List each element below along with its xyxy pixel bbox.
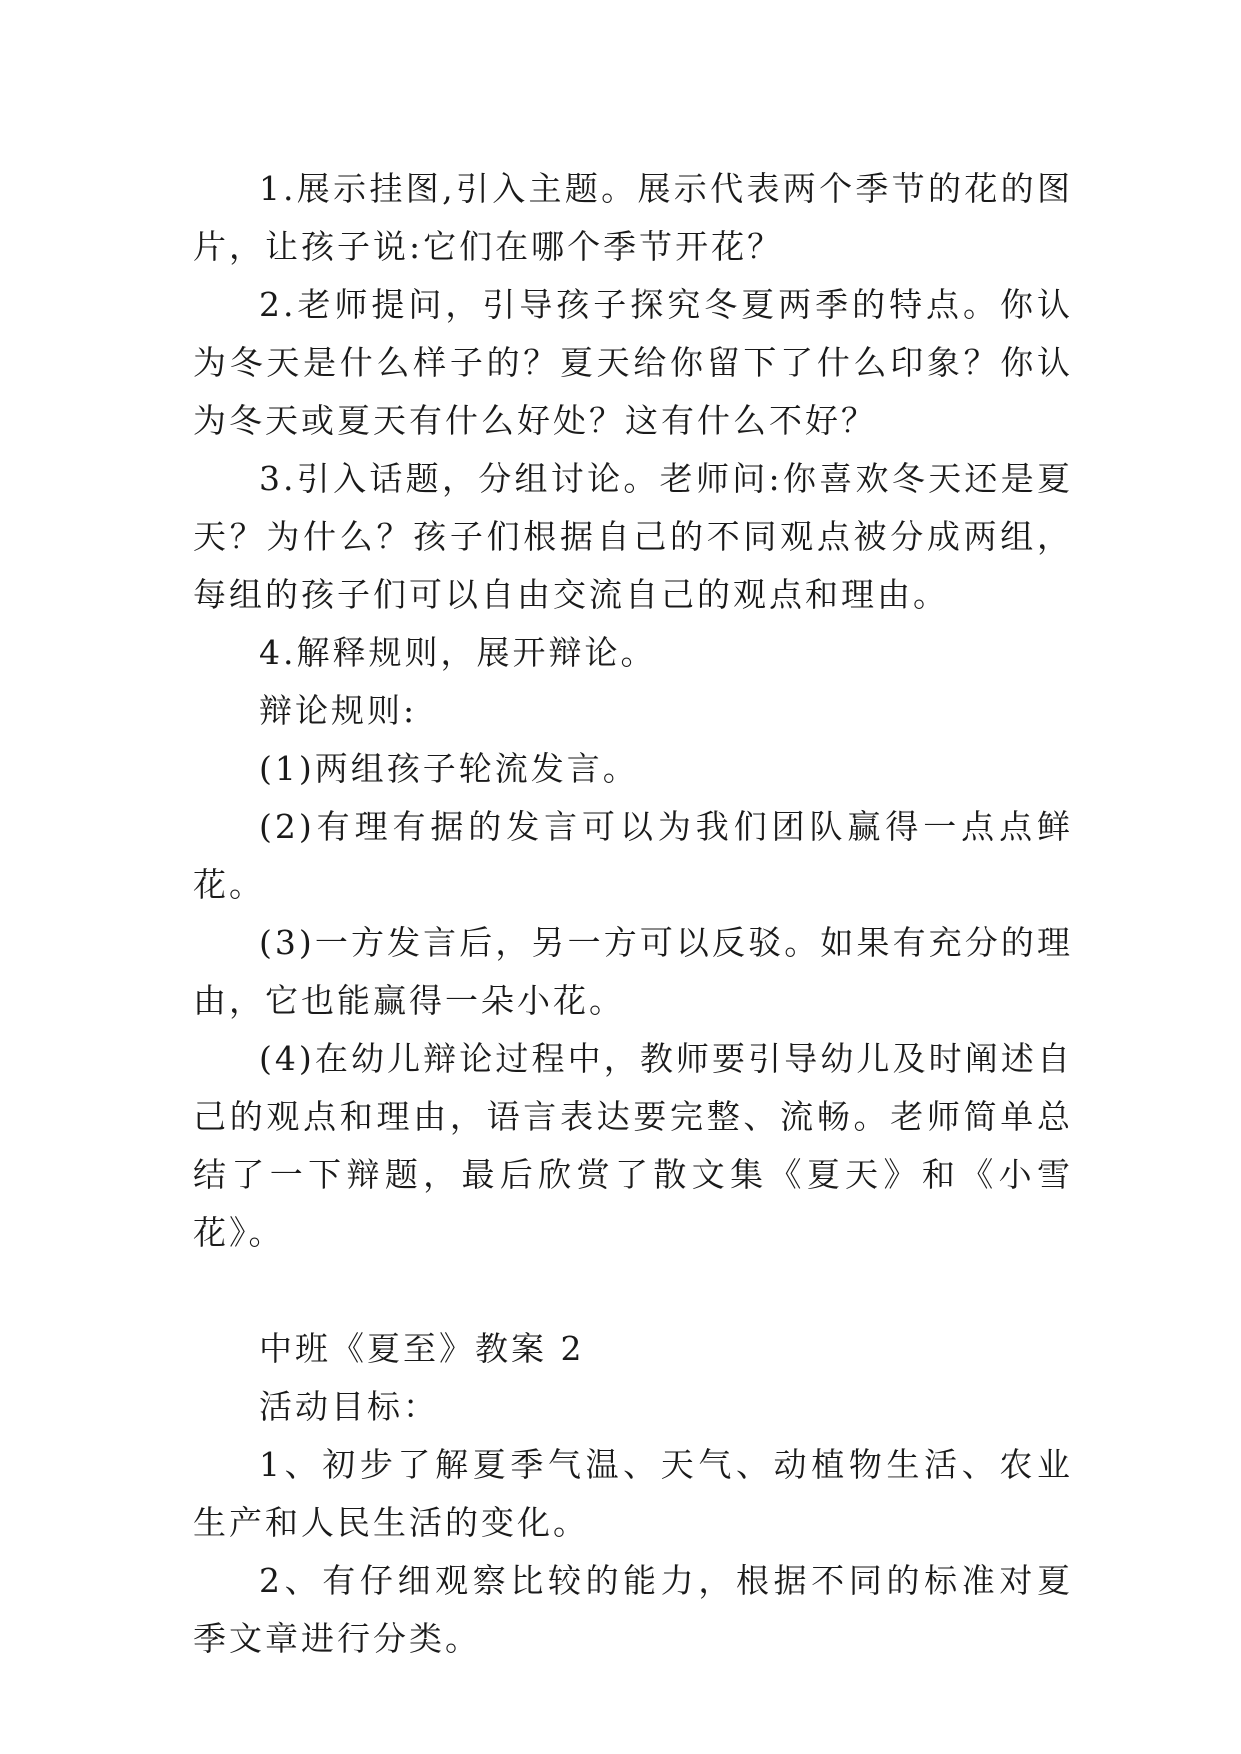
paragraph-step-4: 4.解释规则，展开辩论。 (259, 633, 657, 672)
paragraph-rule-2: (2)有理有据的发言可以为我们团队赢得一点点鲜花。 (193, 807, 1073, 904)
paragraph-goal-2: 2、有仔细观察比较的能力，根据不同的标准对夏季文章进行分类。 (193, 1561, 1073, 1658)
paragraph-rule-1: (1)两组孩子轮流发言。 (259, 749, 639, 788)
paragraph-step-2: 2.老师提问，引导孩子探究冬夏两季的特点。你认为冬天是什么样子的？夏天给你留下了什么印象？你认为冬天或夏天有什么好处？这有什么不好？ (193, 285, 1073, 440)
paragraph-step-1: 1.展示挂图,引入主题。展示代表两个季节的花的图片，让孩子说:它们在哪个季节开花？ (193, 169, 1073, 266)
document-body (193, 160, 1073, 1668)
paragraph-debate-rules-heading: 辩论规则: (259, 691, 418, 730)
section-spacer (193, 1262, 1073, 1320)
paragraph-rule-4: (4)在幼儿辩论过程中，教师要引导幼儿及时阐述自己的观点和理由，语言表达要完整、流畅。老师简单总结了一下辩题，最后欣赏了散文集《夏天》和《小雪花》。 (193, 1039, 1073, 1252)
paragraph-goal-1: 1、初步了解夏季气温、天气、动植物生活、农业生产和人民生活的变化。 (193, 1445, 1073, 1542)
paragraph-rule-3: (3)一方发言后，另一方可以反驳。如果有充分的理由，它也能赢得一朵小花。 (193, 923, 1073, 1020)
paragraph-activity-goals-heading: 活动目标： (259, 1387, 439, 1426)
paragraph-step-3: 3.引入话题，分组讨论。老师问:你喜欢冬天还是夏天？为什么？孩子们根据自己的不同观点被分成两组，每组的孩子们可以自由交流自己的观点和理由。 (193, 459, 1073, 614)
section-title: 中班《夏至》教案 2 (259, 1329, 585, 1368)
